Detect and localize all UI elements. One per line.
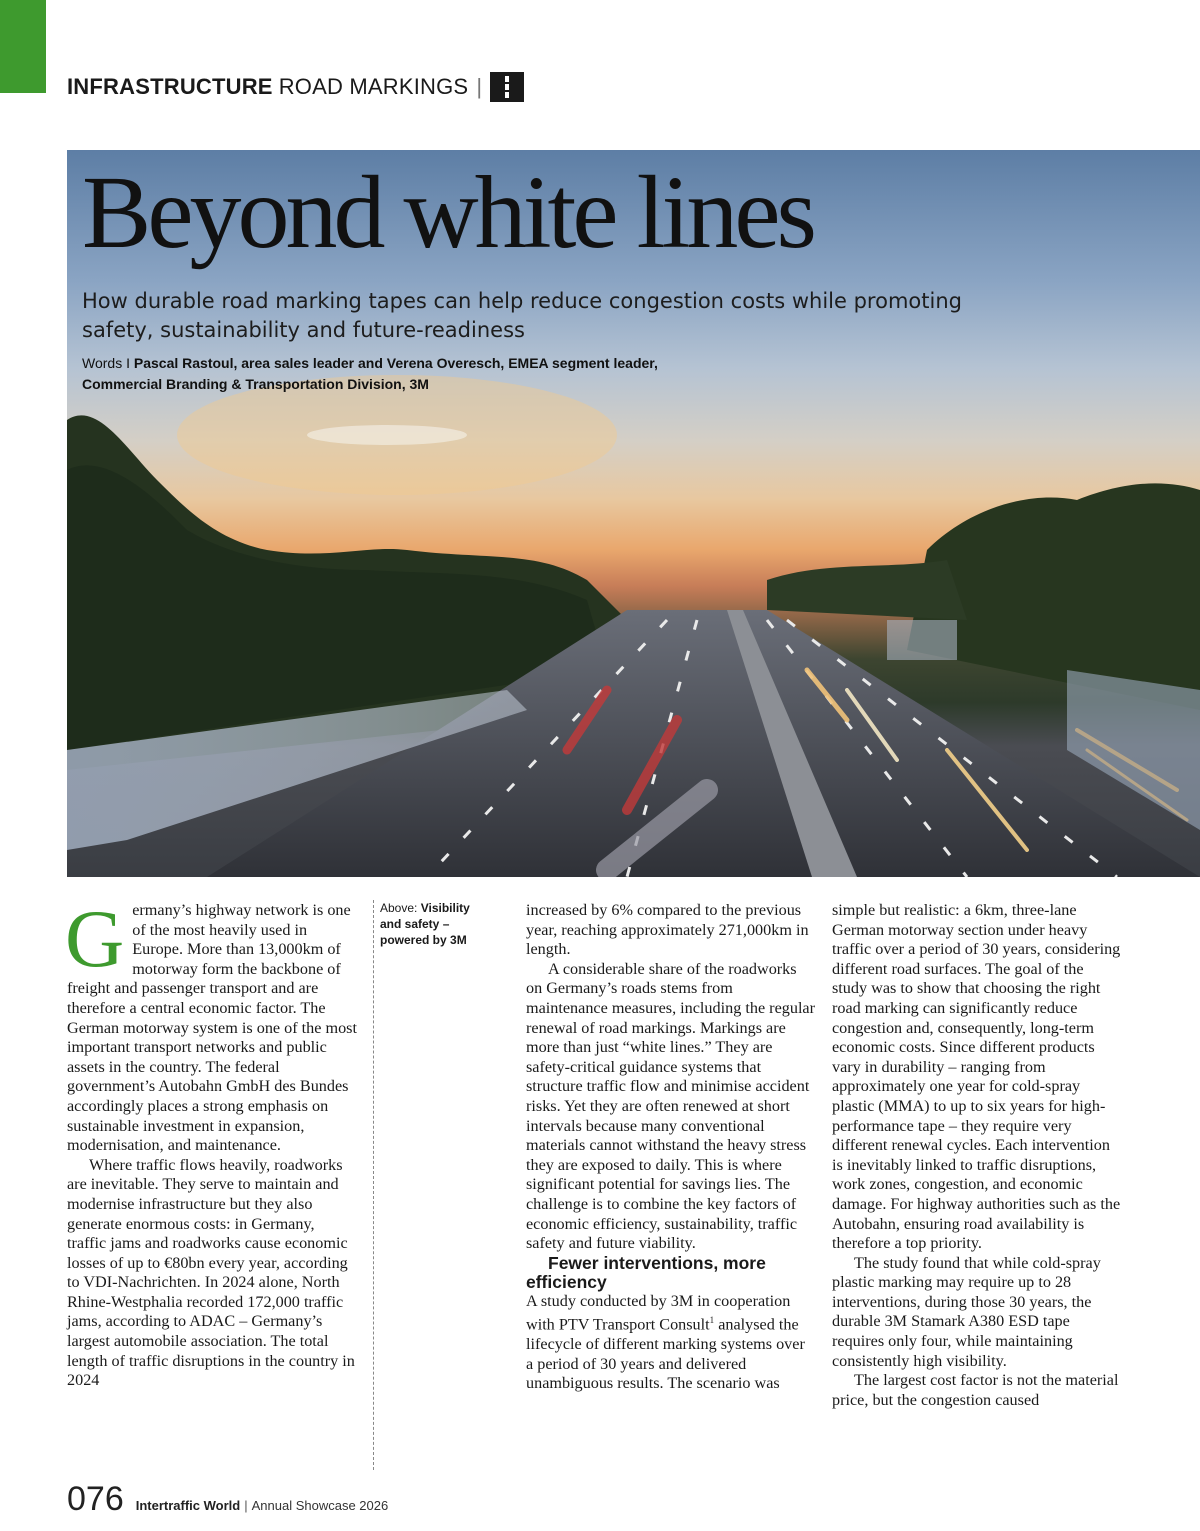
article-subheading: Fewer interventions, more efficiency [526, 1252, 766, 1292]
section-infrastructure-icon [490, 72, 524, 102]
caption-label: Above: [380, 901, 418, 915]
footnote-marker: 1 [709, 1315, 715, 1326]
section-header [67, 72, 524, 102]
page-footer [67, 1480, 388, 1519]
section-color-tab [0, 0, 46, 93]
article-paragraph: simple but realistic: a 6km, three-lane German motorway section under heavy traffic over a period of 30 years, considering different road surfaces. The goal of the study was to show that choosing the right road marking can significantly reduce congestion and, consequently, long-term economic costs. Since different products vary in durability – ranging from approximately one year for cold-spray plastic (MMA) to up to six years for high-performance tape – they require very different renewal cycles. Each intervention is inevitably linked to traffic disruptions, work zones, congestion, and economic damage. For highway authorities such as the Autobahn, ensuring road availability is therefore a top priority. [832, 901, 1121, 1253]
subsection-label: ROAD MARKINGS [278, 74, 469, 99]
paragraph-text: A study conducted by 3M in cooperation with PTV Transport Consult [526, 1291, 791, 1334]
hero-image [67, 150, 1200, 877]
paragraph-text: analysed the lifecycle of different marking systems over a period of 30 years and delivered unambiguous results. The scenario was [526, 1315, 805, 1393]
section-label: INFRASTRUCTURE [67, 74, 273, 99]
article-paragraph: The study found that while cold-spray plastic marking may require up to 28 interventions, during those 30 years, the durable 3M Stamark A380 ESD tape requires only four, while maintaining consistently high visibility. [832, 1253, 1101, 1370]
byline-authors: Pascal Rastoul, area sales leader and Verena Overesch, EMEA segment leader, [133, 355, 658, 371]
article-standfirst: How durable road marking tapes can help reduce congestion costs while promoting safety, sustainability and future-readiness [82, 289, 962, 342]
byline-label: Words I [82, 355, 130, 371]
article-paragraph: A considerable share of the roadworks on Germany’s roads stems from maintenance measures, including the regular renewal of road markings. Markings are more than just “white lines.” They are safety-critical guidance systems that structure traffic flow and minimise accident risks. Yet they are often renewed at short intervals because many conventional materials cannot withstand the heavy stress they are exposed to daily. This is where significant potential for savings lies. The challenge is to combine the key factors of economic efficiency, sustainability, traffic safety and future viability. [526, 959, 816, 1253]
article-paragraph: Where traffic flows heavily, roadworks are inevitable. They serve to maintain and modernise infrastructure but they also generate enormous costs: in Germany, traffic jams and roadworks cause economic losses of up to €80bn every year, according to VDI-Nachrichten. In 2024 alone, North Rhine-Westphalia recorded 172,000 traffic jams, according to ADAC – Germany’s largest automobile association. The total length of traffic disruptions in the country in 2024 [67, 1155, 355, 1390]
article-title: Beyond white lines [82, 155, 814, 270]
article-paragraph: The largest cost factor is not the material price, but the congestion caused [832, 1371, 1119, 1409]
article-paragraph [526, 1292, 816, 1394]
article-column-2 [526, 901, 816, 1394]
footer-separator: | [244, 1498, 248, 1513]
photo-caption [373, 900, 490, 1470]
article-column-1 [65, 893, 357, 1391]
article-byline [82, 353, 842, 395]
caption-text: Visibility and safety – powered by 3M [380, 901, 470, 947]
article-paragraph [65, 893, 357, 1156]
publication-name: Intertraffic World [135, 1498, 241, 1513]
paragraph-text: ermany’s highway network is one of the most heavily used in Europe. More than 13,000km of motorway form the backbone of freight and passenger transport and are therefore a central economic factor. The German motorway system is one of the most important transport networks and public assets in the country. The federal government’s Autobahn GmbH des Bundes accordingly places a strong emphasis on sustainable investment in expansion, modernisation, and maintenance. [67, 901, 357, 1155]
drop-cap: G [65, 893, 125, 984]
article-paragraph: increased by 6% compared to the previous year, reaching approximately 271,000km in length. [526, 901, 809, 959]
edition-label: Annual Showcase 2026 [251, 1498, 389, 1513]
page-number: 076 [67, 1480, 124, 1518]
article-column-3 [832, 901, 1122, 1410]
header-divider: | [476, 74, 483, 99]
byline-division: Commercial Branding & Transportation Division, 3M [82, 376, 429, 392]
